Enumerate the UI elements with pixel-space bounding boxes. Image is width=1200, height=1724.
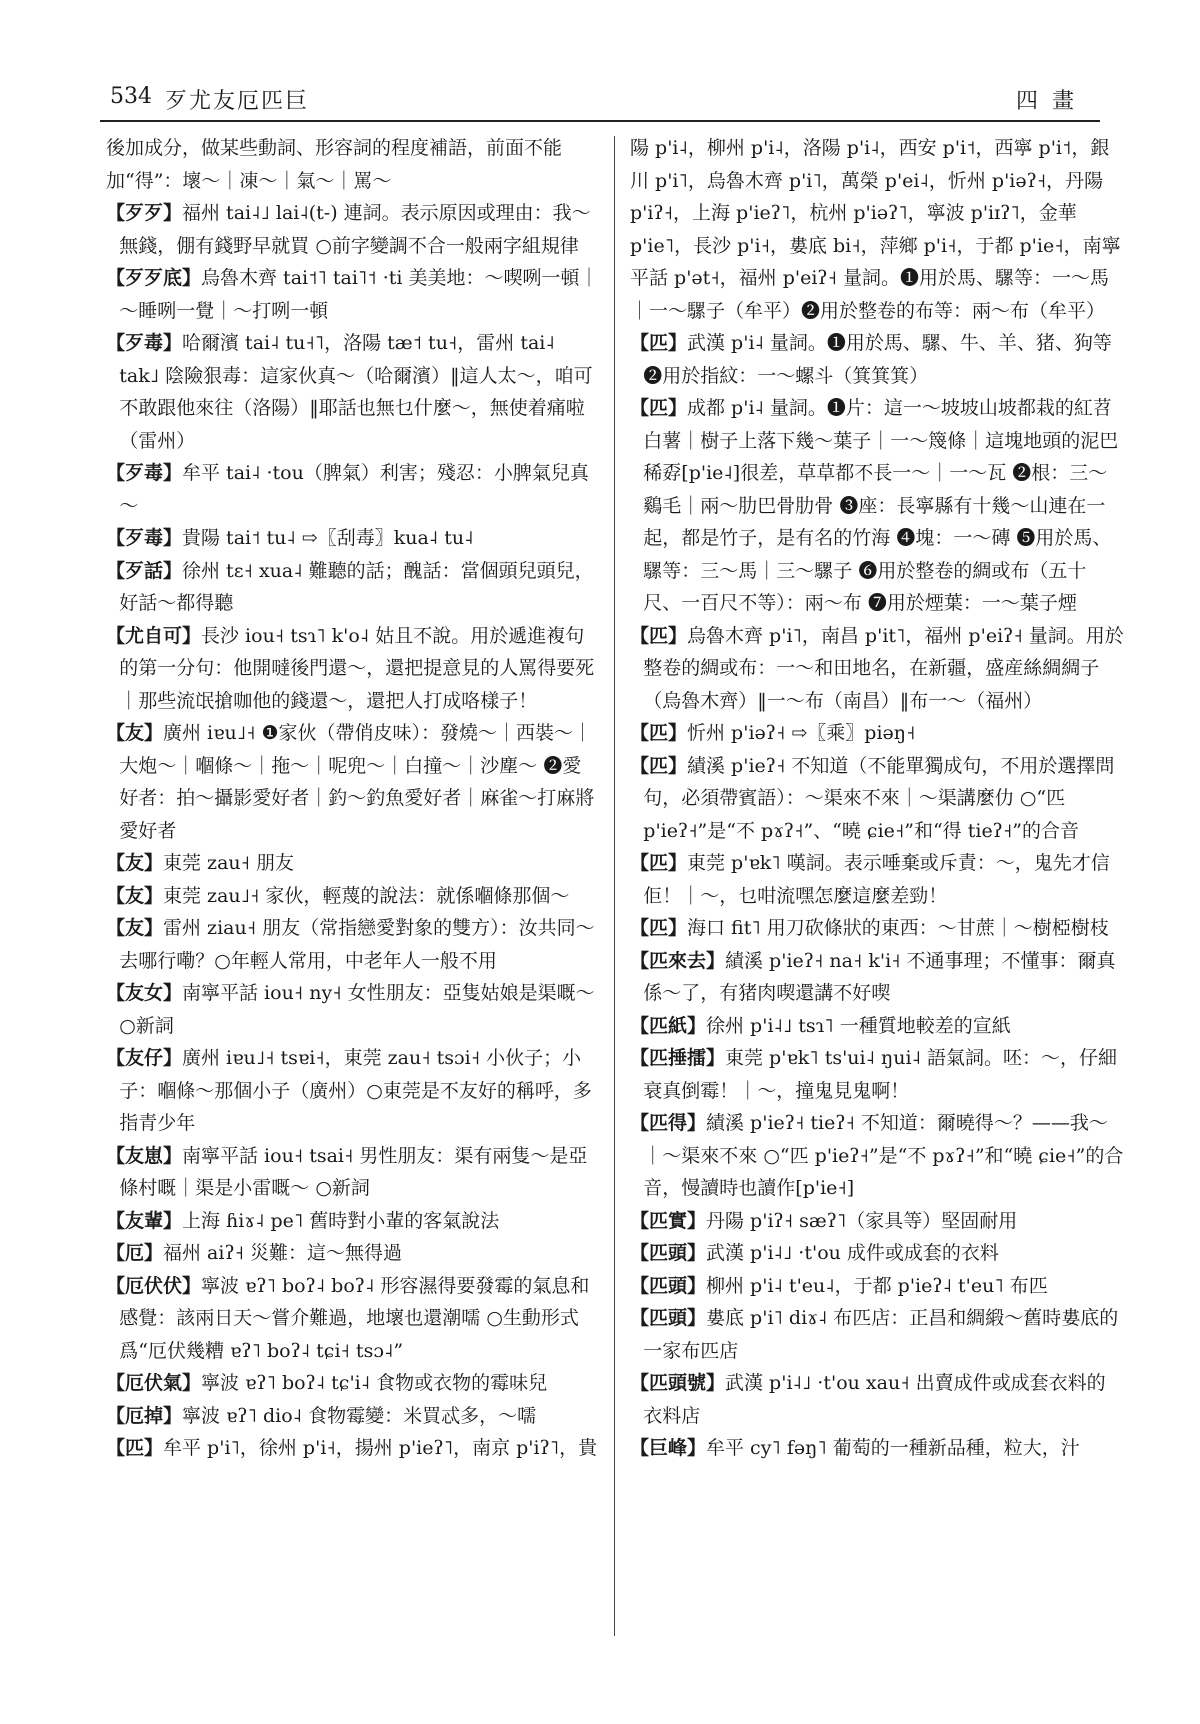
column-divider xyxy=(614,136,615,1636)
entry-definition: 貴陽 tai˦ tu˨ ⇨〖刮毒〗kua˨ tu˨ xyxy=(182,527,474,549)
entry-definition: 武漢 p'i˨˩ ·t'ou 成件或成套的衣料 xyxy=(706,1242,999,1264)
entry-headword: 【友】 xyxy=(106,722,164,744)
dictionary-entry xyxy=(630,750,1124,848)
entry-headword: 【匹】 xyxy=(106,1437,164,1459)
entry-headword: 【厄掉】 xyxy=(106,1404,183,1427)
entry-definition: 南寧平話 iou˧ ny˧ 女性朋友：亞隻姑娘是渠嘅～ ○新詞 xyxy=(119,982,595,1037)
dictionary-entry xyxy=(106,1237,600,1270)
entry-headword: 【友】 xyxy=(106,852,164,874)
entry-headword: 【歹毒】 xyxy=(106,332,183,354)
dictionary-entry xyxy=(106,1042,600,1140)
entry-headword: 【厄伏伏】 xyxy=(106,1274,202,1297)
page-header xyxy=(100,80,1100,122)
entry-definition: 徐州 p'i˨˩ tsɿ˥ 一種質地較差的宣紙 xyxy=(706,1014,1011,1037)
entry-definition: 烏魯木齊 tai˦˥ tai˥˦ ·ti 美美地：～喫咧一頓｜～睡咧一覺｜～打咧一頓 xyxy=(119,267,599,322)
dictionary-entry xyxy=(106,620,600,718)
entry-headword: 【歹歹底】 xyxy=(106,267,202,289)
entry-headword: 【匹】 xyxy=(630,397,688,419)
entry-definition: 牟平 tai˨ ·tou（脾氣）利害；殘忍：小脾氣兒真～ xyxy=(119,462,589,517)
dictionary-entry xyxy=(630,327,1124,392)
entry-definition: 績溪 p'ieʔ˧ 不知道（不能單獨成句，不用於選擇問句，必須帶賓語）：～渠來不來｜～渠講麼仂 ○“匹 p'ieʔ˧”是“不 pɤʔ˧”、“曉 ɕie˧”和“得 tieʔ˧”的合音 xyxy=(643,754,1115,842)
entry-definition: 福州 tai˨˩ lai˨(t-) 連詞。表示原因或理由：我～無錢，倗有錢野早就買 ○前字變調不合一般兩字組規律 xyxy=(119,202,591,257)
entry-headword: 【友】 xyxy=(106,884,164,907)
entry-definition: 哈爾濱 tai˨ tu˧˥，洛陽 tæ˦ tu˧，雷州 tai˨ tak˩ 陰險狠毒：這家伙真～（哈爾濱）‖這人太～，咱可不敢跟他來往（洛陽）‖耶話也無乜什麼～，無使着痛啦（雷州） xyxy=(119,332,593,452)
entry-headword: 【友】 xyxy=(106,917,164,939)
entry-definition: 東莞 p'ɐk˥ ts'ui˨ ŋui˨ 語氣詞。呸：～，仔細衰真倒霉！｜～，撞鬼見鬼啊！ xyxy=(643,1047,1117,1102)
dictionary-entry xyxy=(106,847,600,880)
dictionary-entry xyxy=(630,1010,1124,1043)
dictionary-entry xyxy=(106,880,600,913)
entry-headword: 【匹捶擂】 xyxy=(630,1047,726,1069)
entry-definition: 長沙 iou˧ tsɿ˥ k'o˨ 姑且不說。用於遞進複句的第一分句：他開噠後門還～，還把提意見的人罵得要死｜那些流氓搶咖他的錢還～，還把人打成咯樣子！ xyxy=(119,624,595,712)
dictionary-entry xyxy=(106,912,600,977)
entry-headword: 【匹】 xyxy=(630,917,688,939)
entry-definition: 上海 ɦiɤ˨ pe˥ 舊時對小輩的客氣說法 xyxy=(182,1209,500,1232)
dictionary-entry xyxy=(106,327,600,457)
page-number: 534 xyxy=(110,84,152,109)
entry-headword: 【友輩】 xyxy=(106,1209,183,1232)
dictionary-entry xyxy=(106,555,600,620)
entry-headword: 【匹紙】 xyxy=(630,1014,707,1037)
entry-headword: 【友女】 xyxy=(106,982,183,1004)
entry-definition: 雷州 ziau˧ 朋友（常指戀愛對象的雙方）：汝共同～去哪行嘞？○年輕人常用，中老年人一般不用 xyxy=(119,917,595,972)
entry-headword: 【匹頭】 xyxy=(630,1274,707,1297)
right-column xyxy=(630,132,1124,1465)
dictionary-entry xyxy=(106,197,600,262)
entry-definition: 績溪 p'ieʔ˧ na˧ k'i˧ 不通事理；不懂事：爾真係～了，有猪肉喫還講不好喫 xyxy=(643,949,1116,1004)
entry-headword: 【匹】 xyxy=(630,332,688,354)
entry-headword: 【友仔】 xyxy=(106,1047,183,1069)
entry-definition: 廣州 iɐu˩˧ ❶家伙（帶俏皮味）：發燒～｜西裝～｜大炮～｜嗰條～｜拖～｜呢兜～｜白撞～｜沙塵～ ❷愛好者：拍～攝影愛好者｜釣～釣魚愛好者｜麻雀～打麻將愛好者 xyxy=(119,722,595,842)
entry-definition: 徐州 tɛ˧ xua˨ 難聽的話；醜話：當個頭兒頭兒，好話～都得聽 xyxy=(119,559,594,614)
entry-headword: 【厄】 xyxy=(106,1242,164,1264)
entry-headword: 【匹頭】 xyxy=(630,1242,707,1264)
entry-headword: 【歹毒】 xyxy=(106,462,183,484)
dictionary-entry xyxy=(630,1302,1124,1367)
entry-definition: 烏魯木齊 p'i˥，南昌 p'it˥，福州 p'eiʔ˧ 量詞。用於整卷的綢或布：一～和田地名，在新疆，盛産絲綢綢子（烏魯木齊）‖一～布（南昌）‖布一～（福州） xyxy=(643,624,1124,712)
page-headwords: 歹尤友厄匹巨 xyxy=(165,89,310,114)
entry-headword: 【匹得】 xyxy=(630,1112,707,1134)
entry-definition: 寧波 ɐʔ˥ boʔ˨ boʔ˨ 形容濕得要發霉的氣息和感覺：該兩日天～嘗介難過，地壞也還潮嚅 ○生動形式爲“厄伏幾糟 ɐʔ˥ boʔ˨ tɕi˧ tsɔ˨” xyxy=(119,1274,590,1362)
dictionary-entry xyxy=(106,977,600,1042)
dictionary-entry xyxy=(630,1237,1124,1270)
dictionary-entry xyxy=(630,1367,1124,1432)
entry-headword: 【匹頭號】 xyxy=(630,1372,726,1394)
entry-headword: 【歹歹】 xyxy=(106,202,183,224)
entry-definition: 成都 p'i˨ 量詞。❶片：這一～坡坡山坡都栽的紅苕白薯｜樹子上落下幾～葉子｜一～篾條｜這塊地頭的泥巴稀孬[p'ie˨]很差，草草都不長一～｜一～瓦 ❷根：三～鷄毛｜兩～肋巴骨肋骨 ❸座：長寧縣有十幾～山連在一起，都是竹子，是有名的竹海 ❹塊：一～磚 ❺用於馬、騾等：三～馬｜三～騾子 ❻用於整卷的綢或布（五十尺、一百尺不等）：兩～布 ❼用於煙葉：一～葉子煙 xyxy=(643,397,1119,614)
dictionary-entry xyxy=(106,457,600,522)
entry-headword: 【匹】 xyxy=(630,624,688,647)
dictionary-entry xyxy=(630,1042,1124,1107)
entry-headword: 【匹】 xyxy=(630,754,688,777)
entry-definition: 牟平 cy˥ fəŋ˥ 葡萄的一種新品種，粒大，汁 xyxy=(706,1437,1080,1459)
entry-definition: 武漢 p'i˨˩ ·t'ou xau˧ 出賣成件或成套衣料的衣料店 xyxy=(643,1372,1106,1427)
entry-definition: 寧波 ɐʔ˥ dio˨ 食物霉變：米買忒多，～嚅 xyxy=(182,1404,537,1427)
entry-definition: 牟平 p'i˥，徐州 p'i˧，揚州 p'ieʔ˥，南京 p'iʔ˥，貴 xyxy=(163,1437,598,1459)
entry-definition: 丹陽 p'iʔ˧ sæʔ˥（家具等）堅固耐用 xyxy=(706,1209,1018,1232)
entry-headword: 【匹來去】 xyxy=(630,949,726,972)
dictionary-entry xyxy=(106,1432,600,1465)
entry-headword: 【匹】 xyxy=(630,722,688,744)
dictionary-entry xyxy=(630,1432,1124,1465)
entry-definition: 忻州 p'iəʔ˧ ⇨〖乘〗piəŋ˧ xyxy=(687,722,916,744)
dictionary-entry xyxy=(630,1107,1124,1205)
dictionary-entry xyxy=(106,1367,600,1400)
dictionary-entry xyxy=(106,1270,600,1368)
dictionary-entry xyxy=(106,132,600,197)
entry-definition: 東莞 zau˧ 朋友 xyxy=(163,852,295,874)
entry-definition: 海口 fit˥ 用刀砍條狀的東西：～甘蔗｜～樹椏樹枝 xyxy=(687,917,1109,939)
dictionary-entry xyxy=(106,1140,600,1205)
entry-headword: 【匹】 xyxy=(630,852,688,874)
entry-definition: 寧波 ɐʔ˥ boʔ˨ tɕ'i˨ 食物或衣物的霉味兒 xyxy=(201,1372,548,1394)
dictionary-entry xyxy=(106,1400,600,1433)
entry-definition: 福州 aiʔ˧ 災難：這～無得過 xyxy=(163,1242,403,1264)
dictionary-entry xyxy=(630,1205,1124,1238)
entry-definition: 南寧平話 iou˧ tsai˧ 男性朋友：渠有兩隻～是亞條村嘅｜渠是小雷嘅～ ○新詞 xyxy=(119,1144,588,1199)
dictionary-entry xyxy=(630,847,1124,912)
entry-headword: 【厄伏氣】 xyxy=(106,1372,202,1394)
entry-headword: 【歹話】 xyxy=(106,559,183,582)
entry-headword: 【巨峰】 xyxy=(630,1437,707,1459)
dictionary-entry xyxy=(630,1270,1124,1303)
dictionary-entry xyxy=(106,717,600,847)
entry-headword: 【匹實】 xyxy=(630,1209,707,1232)
dictionary-entry xyxy=(630,912,1124,945)
entry-definition: 後加成分，做某些動詞、形容詞的程度補語，前面不能加“得”：壞～｜凍～｜氣～｜罵～ xyxy=(106,137,563,192)
left-column xyxy=(106,132,600,1465)
entry-headword: 【尤自可】 xyxy=(106,624,202,647)
entry-headword: 【友崽】 xyxy=(106,1144,183,1167)
entry-definition: 陽 p'i˨，柳州 p'i˨，洛陽 p'i˨，西安 p'i˦，西寧 p'i˦，銀川 p'i˥，烏魯木齊 p'i˥，萬榮 p'ei˨，忻州 p'iəʔ˧，丹陽 p'iʔ˧，上海 p'ieʔ˥，杭州 p'iəʔ˥，寧波 p'iɪʔ˥，金華 p'ie˥，長沙 p'i˧，婁底 bi˧，萍鄉 p'i˧，于都 p'ie˧，南寧平話 p'ət˧，福州 p'eiʔ˧ 量詞。❶用於馬、騾等：一～馬｜一～騾子（牟平）❷用於整卷的布等：兩～布（牟平） xyxy=(630,137,1121,322)
dictionary-entry xyxy=(630,132,1124,327)
entry-definition: 婁底 p'i˥ diɤ˨ 布匹店：正昌和綢緞～舊時婁底的一家布匹店 xyxy=(643,1307,1119,1362)
dictionary-entry xyxy=(106,1205,600,1238)
dictionary-entry xyxy=(630,620,1124,718)
entry-definition: 武漢 p'i˨ 量詞。❶用於馬、騾、牛、羊、猪、狗等 ❷用於指紋：一～螺斗（箕箕箕） xyxy=(643,332,1112,387)
dictionary-entry xyxy=(630,717,1124,750)
dictionary-entry xyxy=(106,522,600,555)
entry-headword: 【歹毒】 xyxy=(106,527,183,549)
entry-definition: 績溪 p'ieʔ˧ tieʔ˧ 不知道：爾曉得～？——我～｜～渠來不來 ○“匹 p'ieʔ˧”是“不 pɤʔ˧”和“曉 ɕie˧”的合音，慢讀時也讀作[p'ie˧] xyxy=(643,1112,1124,1199)
entry-definition: 東莞 p'ɐk˥ 嘆詞。表示唾棄或斥責：～，鬼先才信佢！｜～，乜咁流嘿怎麼這麼差勁！ xyxy=(643,852,1110,907)
dictionary-entry xyxy=(630,392,1124,620)
section-title: 四畫 xyxy=(1015,89,1088,114)
entry-headword: 【匹頭】 xyxy=(630,1307,707,1329)
entry-definition: 東莞 zau˩˧ 家伙，輕蔑的說法：就係嗰條那個～ xyxy=(163,884,570,907)
dictionary-entry xyxy=(630,945,1124,1010)
dictionary-entry xyxy=(106,262,600,327)
entry-definition: 廣州 iɐu˩˧ tsɐi˧，東莞 zau˧ tsɔi˧ 小伙子；小子：嗰條～那個小子（廣州）○東莞是不友好的稱呼，多指青少年 xyxy=(119,1047,592,1134)
entry-definition: 柳州 p'i˨ t'eu˨，于都 p'ieʔ˨ t'eu˥ 布匹 xyxy=(706,1274,1048,1297)
